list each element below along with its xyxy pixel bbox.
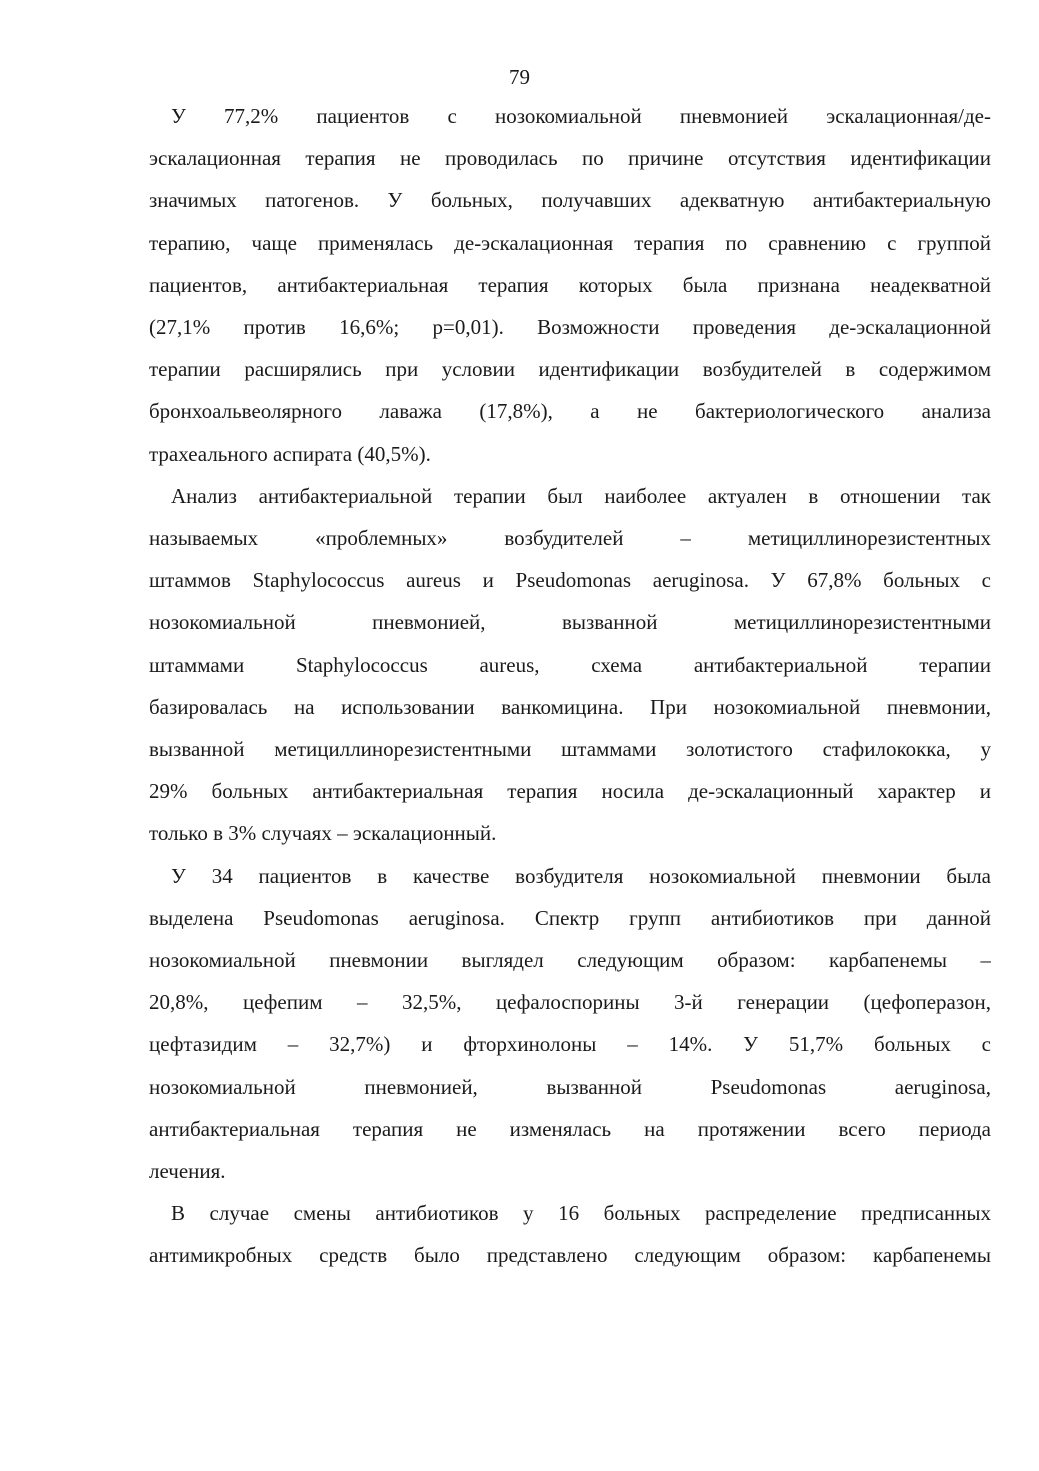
text-line: лечения. — [149, 1159, 226, 1184]
text-line: значимых патогенов. У больных, получавших адекватную антибактериальную — [149, 188, 991, 213]
text-line: антимикробных средств было представлено следующим образом: карбапенемы — [149, 1243, 991, 1268]
text-line: терапии расширялись при условии идентификации возбудителей в содержимом — [149, 357, 991, 382]
text-line: Анализ антибактериальной терапии был наиболее актуален в отношении так — [171, 483, 991, 508]
text-line: вызванной метициллинорезистентными штаммами золотистого стафилококка, у — [149, 737, 991, 762]
text-line: (27,1% против 16,6%; p=0,01). Возможности проведения де-эскалационной — [149, 315, 991, 340]
paragraph-1 — [149, 95, 991, 475]
text-line: терапию, чаще применялась де-эскалационная терапия по сравнению с группой — [149, 230, 991, 255]
text-line: нозокомиальной пневмонией, вызванной Pseudomonas aeruginosa, — [149, 1074, 991, 1099]
text-line: нозокомиальной пневмонией, вызванной метициллинорезистентными — [149, 610, 991, 635]
paragraph-4 — [149, 1192, 991, 1276]
text-line: штаммами Staphylococcus aureus, схема антибактериальной терапии — [149, 652, 991, 677]
text-line: штаммов Staphylococcus aureus и Pseudomonas aeruginosa. У 67,8% больных с — [149, 568, 991, 593]
text-line: базировалась на использовании ванкомицина. При нозокомиальной пневмонии, — [149, 694, 991, 719]
text-line: 29% больных антибактериальная терапия носила де-эскалационный характер и — [149, 779, 991, 804]
text-line: эскалационная терапия не проводилась по причине отсутствия идентификации — [149, 146, 991, 171]
paragraph-2 — [149, 475, 991, 855]
text-line: У 77,2% пациентов с нозокомиальной пневмонией эскалационная/де- — [171, 104, 991, 128]
text-line: В случае смены антибиотиков у 16 больных распределение предписанных — [171, 1201, 991, 1226]
text-line: трахеального аспирата (40,5%). — [149, 441, 431, 466]
page-number: 79 — [509, 65, 530, 89]
paragraph-3 — [149, 855, 991, 1193]
text-line: называемых «проблемных» возбудителей – метициллинорезистентных — [149, 526, 991, 551]
body-text — [149, 95, 991, 1277]
text-line: бронхоальвеолярного лаважа (17,8%), а не бактериологического анализа — [149, 399, 991, 424]
text-line: выделена Pseudomonas aeruginosa. Спектр групп антибиотиков при данной — [149, 905, 991, 930]
text-line: У 34 пациентов в качестве возбудителя нозокомиальной пневмонии была — [171, 863, 991, 888]
text-line: нозокомиальной пневмонии выглядел следующим образом: карбапенемы – — [149, 948, 991, 973]
text-line: антибактериальная терапия не изменялась на протяжении всего периода — [149, 1116, 991, 1141]
text-line: цефтазидим – 32,7%) и фторхинолоны – 14%. У 51,7% больных с — [149, 1032, 991, 1057]
text-line: 20,8%, цефепим – 32,5%, цефалоспорины 3-й генерации (цефоперазон, — [149, 990, 991, 1015]
text-line: только в 3% случаях – эскалационный. — [149, 821, 497, 846]
text-line: пациентов, антибактериальная терапия которых была признана неадекватной — [149, 272, 991, 297]
